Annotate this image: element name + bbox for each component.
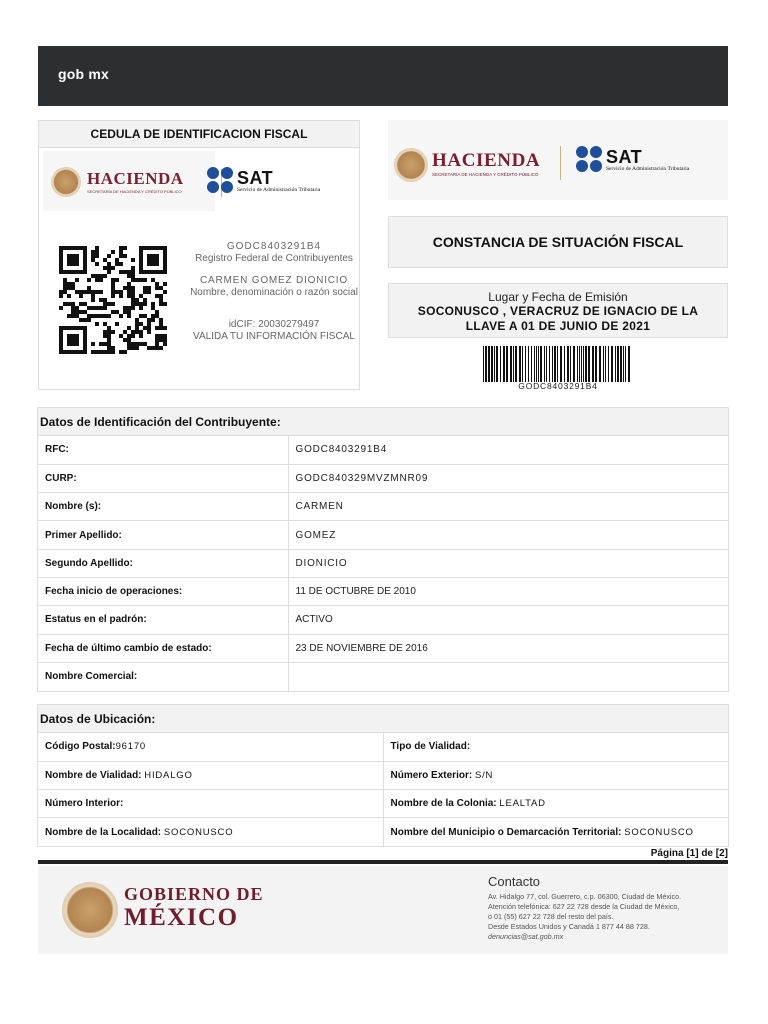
barcode bbox=[483, 346, 633, 382]
cedula-title: CEDULA DE IDENTIFICACION FISCAL bbox=[39, 121, 359, 148]
ubicacion-section bbox=[37, 704, 729, 847]
contacto-line: o 01 (55) 627 22 728 del resto del país. bbox=[488, 912, 614, 921]
divider bbox=[38, 860, 728, 864]
top-header-bar bbox=[38, 46, 728, 106]
gobierno-logo-line2: MÉXICO bbox=[124, 904, 239, 931]
ubicacion-title: Datos de Ubicación: bbox=[38, 705, 728, 733]
hacienda-logo: HACIENDA SECRETARÍA DE HACIENDA Y CRÉDITO PÚBLICO bbox=[43, 151, 215, 211]
contribuyente-table bbox=[38, 436, 728, 691]
mexico-seal-icon bbox=[62, 882, 118, 938]
mexico-seal-icon bbox=[51, 167, 81, 197]
cedula-name-label: Nombre, denominación o razón social bbox=[190, 287, 358, 298]
cedula-rfc-label: Registro Federal de Contribuyentes bbox=[195, 253, 353, 264]
cedula-info bbox=[189, 241, 359, 343]
cedula-logos bbox=[39, 151, 359, 211]
contribuyente-section bbox=[37, 407, 729, 692]
table-row: Código Postal:96170 Tipo de Vialidad: bbox=[38, 733, 728, 761]
footer bbox=[38, 866, 728, 954]
table-row: Nombre Comercial: bbox=[38, 662, 728, 690]
page-number: Página [1] de [2] bbox=[650, 848, 728, 859]
constancia-title: CONSTANCIA DE SITUACIÓN FISCAL bbox=[388, 216, 728, 268]
sat-dots-icon bbox=[576, 146, 604, 174]
ubicacion-table bbox=[38, 733, 728, 846]
sat-logo: SAT Servicio de Administración Tributaria bbox=[207, 167, 357, 197]
cedula-card bbox=[38, 120, 360, 390]
barcode-text: GODC8403291B4 bbox=[518, 381, 598, 391]
table-row: Primer Apellido: GOMEZ bbox=[38, 521, 728, 549]
cedula-name: CARMEN GOMEZ DIONICIO bbox=[200, 275, 348, 286]
table-row: Fecha inicio de operaciones: 11 DE OCTUBRE DE 2010 bbox=[38, 577, 728, 605]
lugar-fecha-box bbox=[388, 283, 728, 338]
valida-info-link[interactable]: VALIDA TU INFORMACIÓN FISCAL bbox=[193, 331, 355, 342]
cedula-rfc: GODC8403291B4 bbox=[226, 241, 322, 252]
table-row: Segundo Apellido: DIONICIO bbox=[38, 549, 728, 577]
logo-divider bbox=[560, 146, 561, 180]
cedula-idcif: idCIF: 20030279497 bbox=[228, 319, 320, 330]
gobmx-logo[interactable]: gob mx bbox=[58, 66, 109, 82]
table-row: Número Interior: Nombre de la Colonia: LEALTAD bbox=[38, 790, 728, 818]
contribuyente-title: Datos de Identificación del Contribuyente: bbox=[38, 408, 728, 436]
hacienda-logo-text: HACIENDA bbox=[432, 150, 541, 171]
table-row: Nombre de Vialidad: HIDALGO Número Exterior: S/N bbox=[38, 761, 728, 789]
contacto-line: Desde Estados Unidos y Canadá 1 877 44 88 728. bbox=[488, 922, 650, 931]
qr-code[interactable] bbox=[59, 245, 167, 355]
table-row: Nombre de la Localidad: SOCONUSCO Nombre del Municipio o Demarcación Territorial: SOCONUSCO bbox=[38, 818, 728, 846]
gobierno-logo-line1: GOBIERNO DE bbox=[124, 884, 264, 904]
contacto-title: Contacto bbox=[488, 874, 541, 889]
table-row: Fecha de último cambio de estado: 23 DE NOVIEMBRE DE 2016 bbox=[38, 634, 728, 662]
mexico-seal-icon bbox=[394, 148, 428, 182]
right-logos: HACIENDA SECRETARÍA DE HACIENDA Y CRÉDITO PÚBLICO SAT Servicio de Administración Tributaria bbox=[388, 120, 728, 200]
table-row: Estatus en el padrón: ACTIVO bbox=[38, 606, 728, 634]
table-row: Nombre (s): CARMEN bbox=[38, 493, 728, 521]
table-row: CURP: GODC840329MVZMNR09 bbox=[38, 464, 728, 492]
contacto-email-link[interactable]: denuncias@sat.gob.mx bbox=[488, 932, 564, 941]
table-row: RFC: GODC8403291B4 bbox=[38, 436, 728, 464]
lugar-label: Lugar y Fecha de Emisión bbox=[488, 290, 628, 304]
sat-dots-icon bbox=[207, 167, 235, 195]
contacto-block bbox=[488, 874, 724, 942]
lugar-value: SOCONUSCO , VERACRUZ DE IGNACIO DE LA LLAVE A 01 DE JUNIO DE 2021 bbox=[417, 304, 699, 333]
sat-logo: SAT Servicio de Administración Tributaria bbox=[576, 146, 726, 180]
contacto-line: Atención telefónica: 627 22 728 desde la Ciudad de México, bbox=[488, 902, 680, 911]
contacto-line: Av. Hidalgo 77, col. Guerrero, c.p. 06300, Ciudad de México. bbox=[488, 892, 682, 901]
